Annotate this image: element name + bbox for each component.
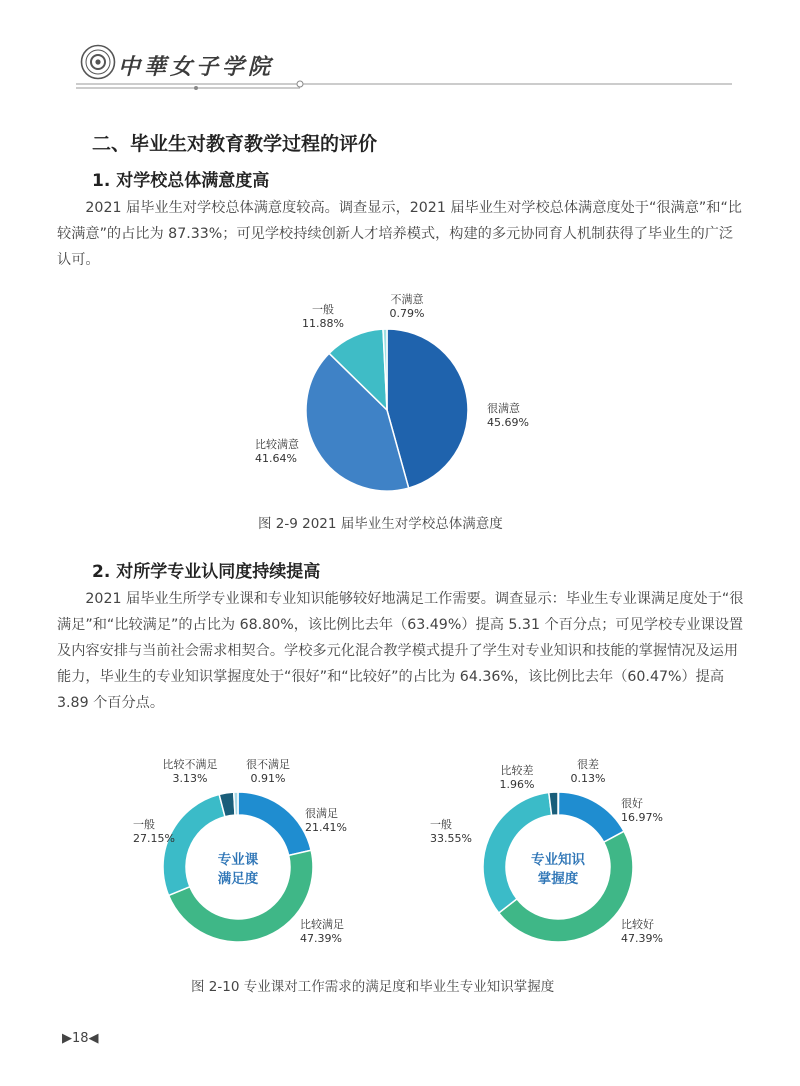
figure-caption-2-10: 图 2-10 专业课对工作需求的满足度和毕业生专业知识掌握度	[191, 979, 555, 995]
school-logo	[80, 44, 116, 80]
slice-category-label: 一般	[312, 303, 334, 316]
slice-value-label: 45.69%	[487, 416, 529, 429]
slice-value-label: 41.64%	[255, 452, 297, 465]
slice-value-label: 16.97%	[621, 811, 663, 824]
slice-category-label: 很满足	[305, 807, 338, 820]
donut-center-label: 专业知识	[531, 852, 585, 868]
slice-category-label: 一般	[133, 818, 155, 831]
slice-value-label: 11.88%	[302, 317, 344, 330]
page-arrow-left-icon: ◀	[88, 1031, 99, 1046]
donut-center-label: 掌握度	[537, 871, 579, 887]
pie-slice	[238, 792, 311, 855]
slice-category-label: 一般	[430, 818, 452, 831]
subsection-title-2: 2. 对所学专业认同度持续提高	[92, 562, 321, 582]
slice-category-label: 比较满意	[255, 438, 299, 451]
slice-category-label: 很不满足	[246, 758, 290, 771]
satisfaction-pie-chart	[220, 285, 580, 507]
course-satisfaction-donut	[133, 755, 370, 960]
slice-value-label: 1.96%	[499, 778, 535, 791]
knowledge-mastery-donut	[410, 755, 670, 960]
slice-value-label: 3.13%	[172, 772, 208, 785]
slice-category-label: 比较满足	[300, 918, 344, 931]
donut-center-label: 满足度	[217, 871, 259, 887]
page-number	[62, 1031, 99, 1046]
donut-center-label: 专业课	[217, 852, 259, 868]
section-title: 二、毕业生对教育教学过程的评价	[92, 133, 378, 155]
header-rule	[0, 76, 800, 96]
slice-category-label: 很好	[621, 797, 643, 810]
slice-value-label: 0.79%	[389, 307, 425, 320]
slice-value-label: 33.55%	[430, 832, 472, 845]
slice-value-label: 0.13%	[570, 772, 606, 785]
figure-caption-2-9: 图 2-9 2021 届毕业生对学校总体满意度	[258, 516, 503, 532]
slice-value-label: 47.39%	[621, 932, 663, 945]
paragraph-1: 2021 届毕业生对学校总体满意度较高。调查显示，2021 届毕业生对学校总体满意度处于“很满意”和“比较满意”的占比为 87.33%；可见学校持续创新人才培养模式，构建的多元协同育人机制获得了毕业生的广泛认可。	[57, 200, 742, 268]
subsection-title-1: 1. 对学校总体满意度高	[92, 171, 270, 191]
slice-value-label: 0.91%	[250, 772, 286, 785]
school-name: 中華女子学院	[118, 54, 275, 80]
slice-category-label: 不满意	[390, 293, 424, 306]
slice-value-label: 21.41%	[305, 821, 347, 834]
slice-category-label: 比较差	[500, 764, 534, 777]
pie-slice	[558, 792, 624, 842]
page-number-value: 18	[72, 1031, 89, 1046]
slice-category-label: 很满意	[487, 402, 520, 415]
slice-category-label: 很差	[577, 758, 599, 771]
slice-category-label: 比较不满足	[162, 758, 218, 771]
slice-value-label: 27.15%	[133, 832, 175, 845]
slice-category-label: 比较好	[621, 918, 654, 931]
page-arrow-right-icon: ▶	[62, 1031, 72, 1046]
pie-slice	[234, 792, 238, 815]
slice-value-label: 47.39%	[300, 932, 342, 945]
paragraph-2: 2021 届毕业生所学专业课和专业知识能够较好地满足工作需要。调查显示：毕业生专业课满足度处于“很满足”和“比较满足”的占比为 68.80%，该比例比去年（63.49%）提高 5.31 个百分点；可见学校专业课设置及内容安排与当前社会需求相契合。学校多元化混合教学模式提升了学生对专业知识和技能的掌握情况及运用能力，毕业生的专业知识掌握度处于“很好”和“比较好”的占比为 64.36%，该比例比去年（60.47%）提高 3.89 个百分点。	[57, 591, 744, 711]
